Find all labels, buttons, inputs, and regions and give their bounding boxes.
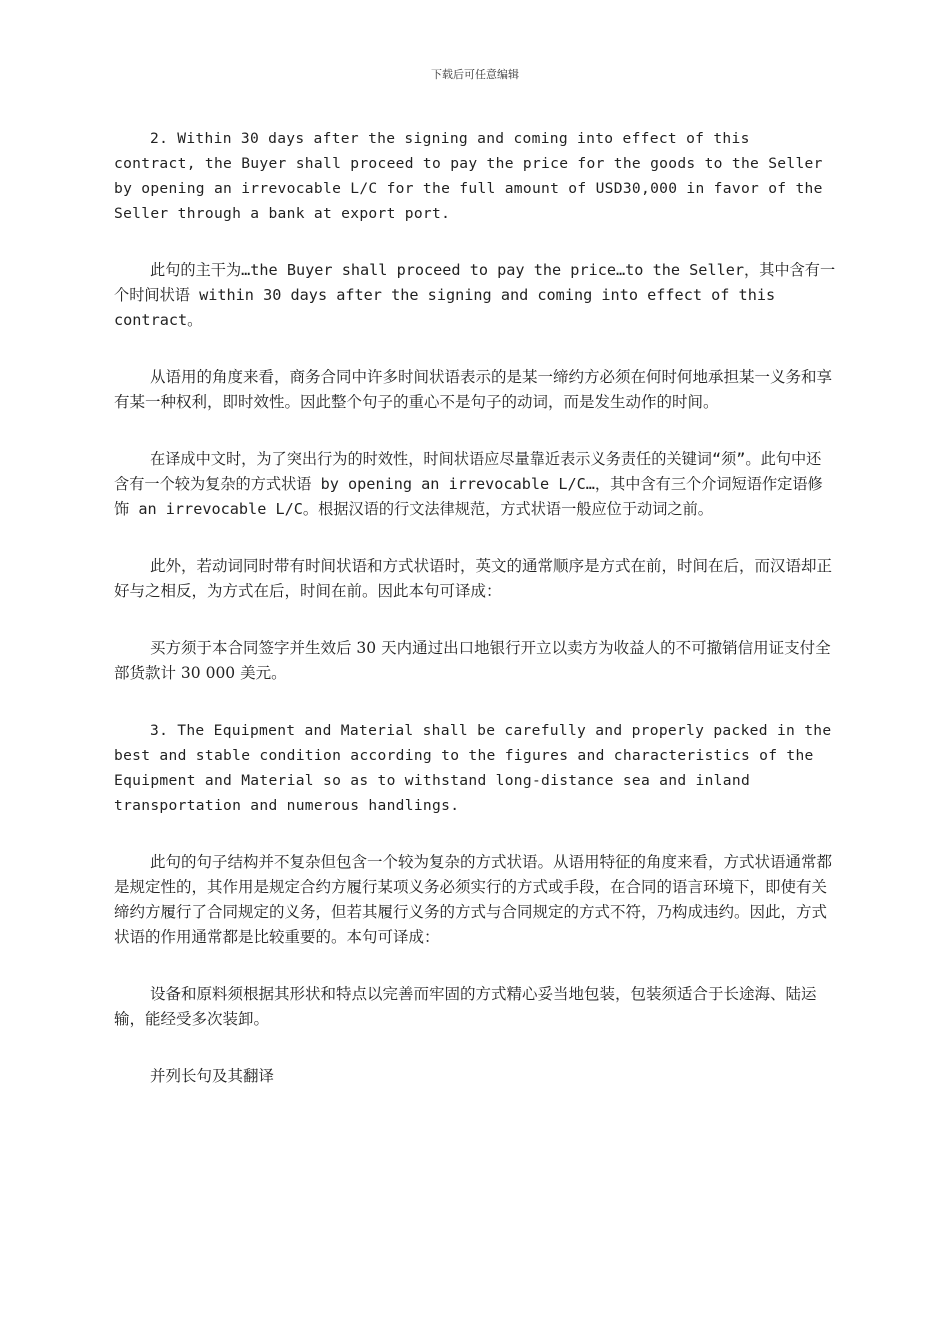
paragraph-word-order: 此外，若动词同时带有时间状语和方式状语时，英文的通常顺序是方式在前，时间在后，而汉语却正好与之相反，为方式在后，时间在前。因此本句可译成： [114,557,833,600]
section-heading-parallel-sentences: 并列长句及其翻译 [150,1067,275,1085]
paragraph-translation-clause-3: 设备和原料须根据其形状和特点以完善而牢固的方式精心妥当地包装，包装须适合于长途海、陆运输，能经受多次装卸。 [114,985,817,1028]
paragraph-translation-clause-2: 买方须于本合同签字并生效后 30 天内通过出口地银行开立以卖方为收益人的不可撤销信用证支付全部货款计 30 000 美元。 [114,639,831,682]
paragraph-manner-adverbial-analysis: 此句的句子结构并不复杂但包含一个较为复杂的方式状语。从语用特征的角度来看，方式状语通常都是规定性的，其作用是规定合约方履行某项义务必须实行的方式或手段，在合同的语言环境下，即使有关缔约方履行了合同规定的义务，但若其履行义务的方式与合同规定的方式不符，乃构成违约。因此，方式状语的作用通常都是比较重要的。本句可译成： [114,853,833,946]
page-header: 下载后可任意编辑 [431,68,519,81]
paragraph-clause-2-english: 2. Within 30 days after the signing and coming into effect of this contract, the Buyer shall proceed to pay the price for the goods to the Seller by opening an irrevocable L/C for the full amount of USD30,000 in favor of the Seller through a bank at export port. [114,130,832,222]
paragraph-clause-3-english: 3. The Equipment and Material shall be carefully and properly packed in the best and stable condition according to the figures and characteristics of the Equipment and Material so as to withstand long-distance sea and inland transportation and numerous handlings. [114,722,841,814]
paragraph-main-clause-analysis: 此句的主干为…the Buyer shall proceed to pay the price…to the Seller，其中含有一个时间状语 within 30 days after the signing and coming into effect of this contract。 [114,261,836,329]
paragraph-pragmatic-analysis: 从语用的角度来看，商务合同中许多时间状语表示的是某一缔约方必须在何时何地承担某一义务和享有某一种权利，即时效性。因此整个句子的重心不是句子的动词，而是发生动作的时间。 [114,368,833,411]
document-body [114,126,841,1089]
paragraph-translation-notes: 在译成中文时，为了突出行为的时效性，时间状语应尽量靠近表示义务责任的关键词“须”。此句中还含有一个较为复杂的方式状语 by opening an irrevocable L/C…，其中含有三个介词短语作定语修饰 an irrevocable L/C。根据汉语的行文法律规范，方式状语一般应位于动词之前。 [114,450,823,518]
